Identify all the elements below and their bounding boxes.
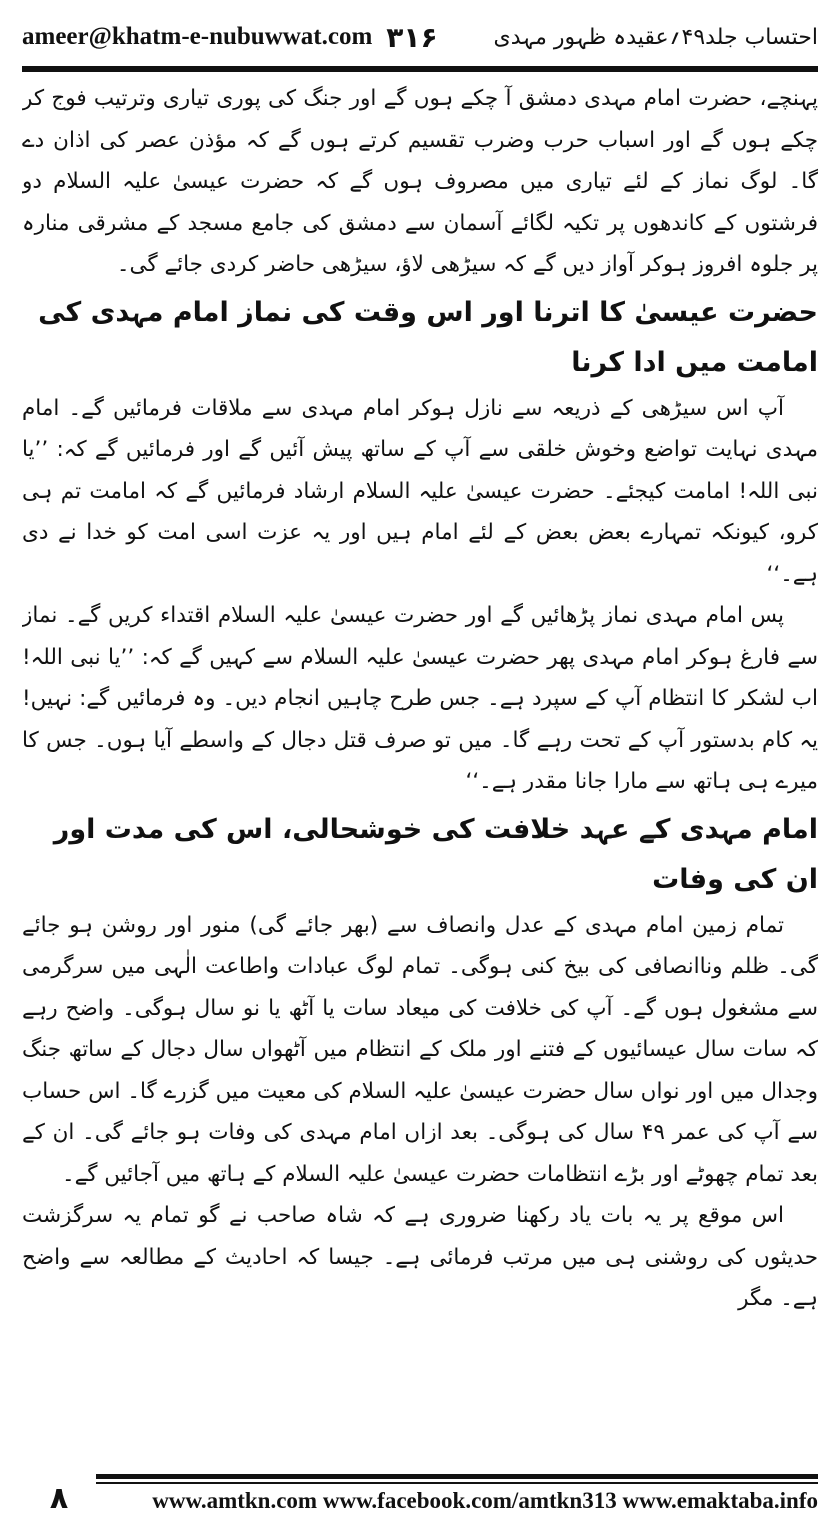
header-page-number: ۳۱۶ xyxy=(386,20,438,54)
footer-urls[interactable]: www.amtkn.com www.facebook.com/amtkn313 www.emaktaba.info xyxy=(152,1488,818,1513)
section-2-paragraph-1: تمام زمین امام مہدی کے عدل وانصاف سے (بھر جائے گی) منور اور روشن ہو جائے گی۔ ظلم وناانصافی کی بیخ کنی ہوگی۔ تمام لوگ عبادات واطاعت الٰہی میں سرگرمی سے مشغول ہوں گے۔ آپ کی خلافت کی میعاد سات یا آٹھ یا نو سال ہوگی۔ واضح رہے کہ سات سال عیسائیوں کے فتنے اور ملک کے انتظام میں آٹھواں سال دجال کے ساتھ جنگ وجدال میں اور نواں سال حضرت عیسیٰ علیہ السلام کی معیت میں گزرے گا۔ اس حساب سے آپ کی عمر ۴۹ سال کی ہوگی۔ بعد ازاں امام مہدی کی وفات ہو جائے گی۔ ان کے بعد تمام چھوٹے اور بڑے انتظامات حضرت عیسیٰ علیہ السلام کے ہاتھ میں آجائیں گے۔ xyxy=(22,912,818,1187)
header-email[interactable]: ameer@khatm-e-nubuwwat.com xyxy=(22,23,373,50)
section-1-paragraph-2: پس امام مہدی نماز پڑھائیں گے اور حضرت عیسیٰ علیہ السلام اقتداء کریں گے۔ نماز سے فارغ ہوکر امام مہدی پھر حضرت عیسیٰ علیہ السلام سے کہیں گے کہ: ’’یا نبی اللہ! اب لشکر کا انتظام آپ کے سپرد ہے۔ جس طرح چاہیں انجام دیں۔ وہ فرمائیں گے: نہیں! یہ کام بدستور آپ کے تحت رہے گا۔ میں تو صرف قتل دجال کے واسطے آیا ہوں۔ جس کا میرے ہی ہاتھ سے مارا جانا مقدر ہے۔‘‘ xyxy=(22,603,818,794)
header-rule xyxy=(22,66,818,72)
footer-number: ۸ xyxy=(49,1480,69,1516)
footer-rule-thin xyxy=(96,1482,818,1484)
footer-rule-thick xyxy=(96,1474,818,1479)
intro-paragraph: پہنچے، حضرت امام مہدی دمشق آ چکے ہوں گے اور جنگ کی پوری تیاری وترتیب فوج کر چکے ہوں گے اور اسباب حرب وضرب تقسیم کرتے ہوں گے کہ مؤذن عصر کی اذان دے گا۔ لوگ نماز کے لئے تیاری میں مصروف ہوں گے کہ حضرت عیسیٰ علیہ السلام دو فرشتوں کے کاندھوں پر تکیہ لگائے آسمان سے دمشق کی جامع مسجد کے مشرقی منارہ پر جلوہ افروز ہوکر آواز دیں گے کہ سیڑھی لاؤ، سیڑھی حاضر کردی جائے گی۔ xyxy=(22,86,818,277)
footer-right xyxy=(96,1474,818,1520)
header-left xyxy=(22,21,438,54)
page-footer xyxy=(22,1474,818,1520)
page-header xyxy=(22,14,818,60)
header-running-title: احتساب جلد۴۹؍عقیدہ ظہور مہدی xyxy=(493,24,818,50)
section-heading-2: امام مہدی کے عہد خلافت کی خوشحالی، اس کی مدت اور ان کی وفات xyxy=(53,813,818,895)
section-heading-1: حضرت عیسیٰ کا اترنا اور اس وقت کی نماز امام مہدی کی امامت میں ادا کرنا xyxy=(38,296,818,378)
section-2-paragraph-2: اس موقع پر یہ بات یاد رکھنا ضروری ہے کہ شاہ صاحب نے گو تمام یہ سرگزشت حدیثوں کی روشنی ہی میں مرتب فرمائی ہے۔ جیسا کہ احادیث کے مطالعہ سے واضح ہے۔ مگر xyxy=(22,1203,818,1311)
page-body xyxy=(22,78,818,1468)
section-1-paragraph-1: آپ اس سیڑھی کے ذریعہ سے نازل ہوکر امام مہدی سے ملاقات فرمائیں گے۔ امام مہدی نہایت تواضع وخوش خلقی سے آپ کے ساتھ پیش آئیں گے اور فرمائیں گے کہ: ’’یا نبی اللہ! امامت کیجئے۔ حضرت عیسیٰ علیہ السلام ارشاد فرمائیں گے کہ امامت تم ہی کرو، کیونکہ تمہارے بعض بعض کے لئے امام ہیں اور یہ عزت اسی امت کو خدا نے دی ہے۔‘‘ xyxy=(22,395,818,587)
